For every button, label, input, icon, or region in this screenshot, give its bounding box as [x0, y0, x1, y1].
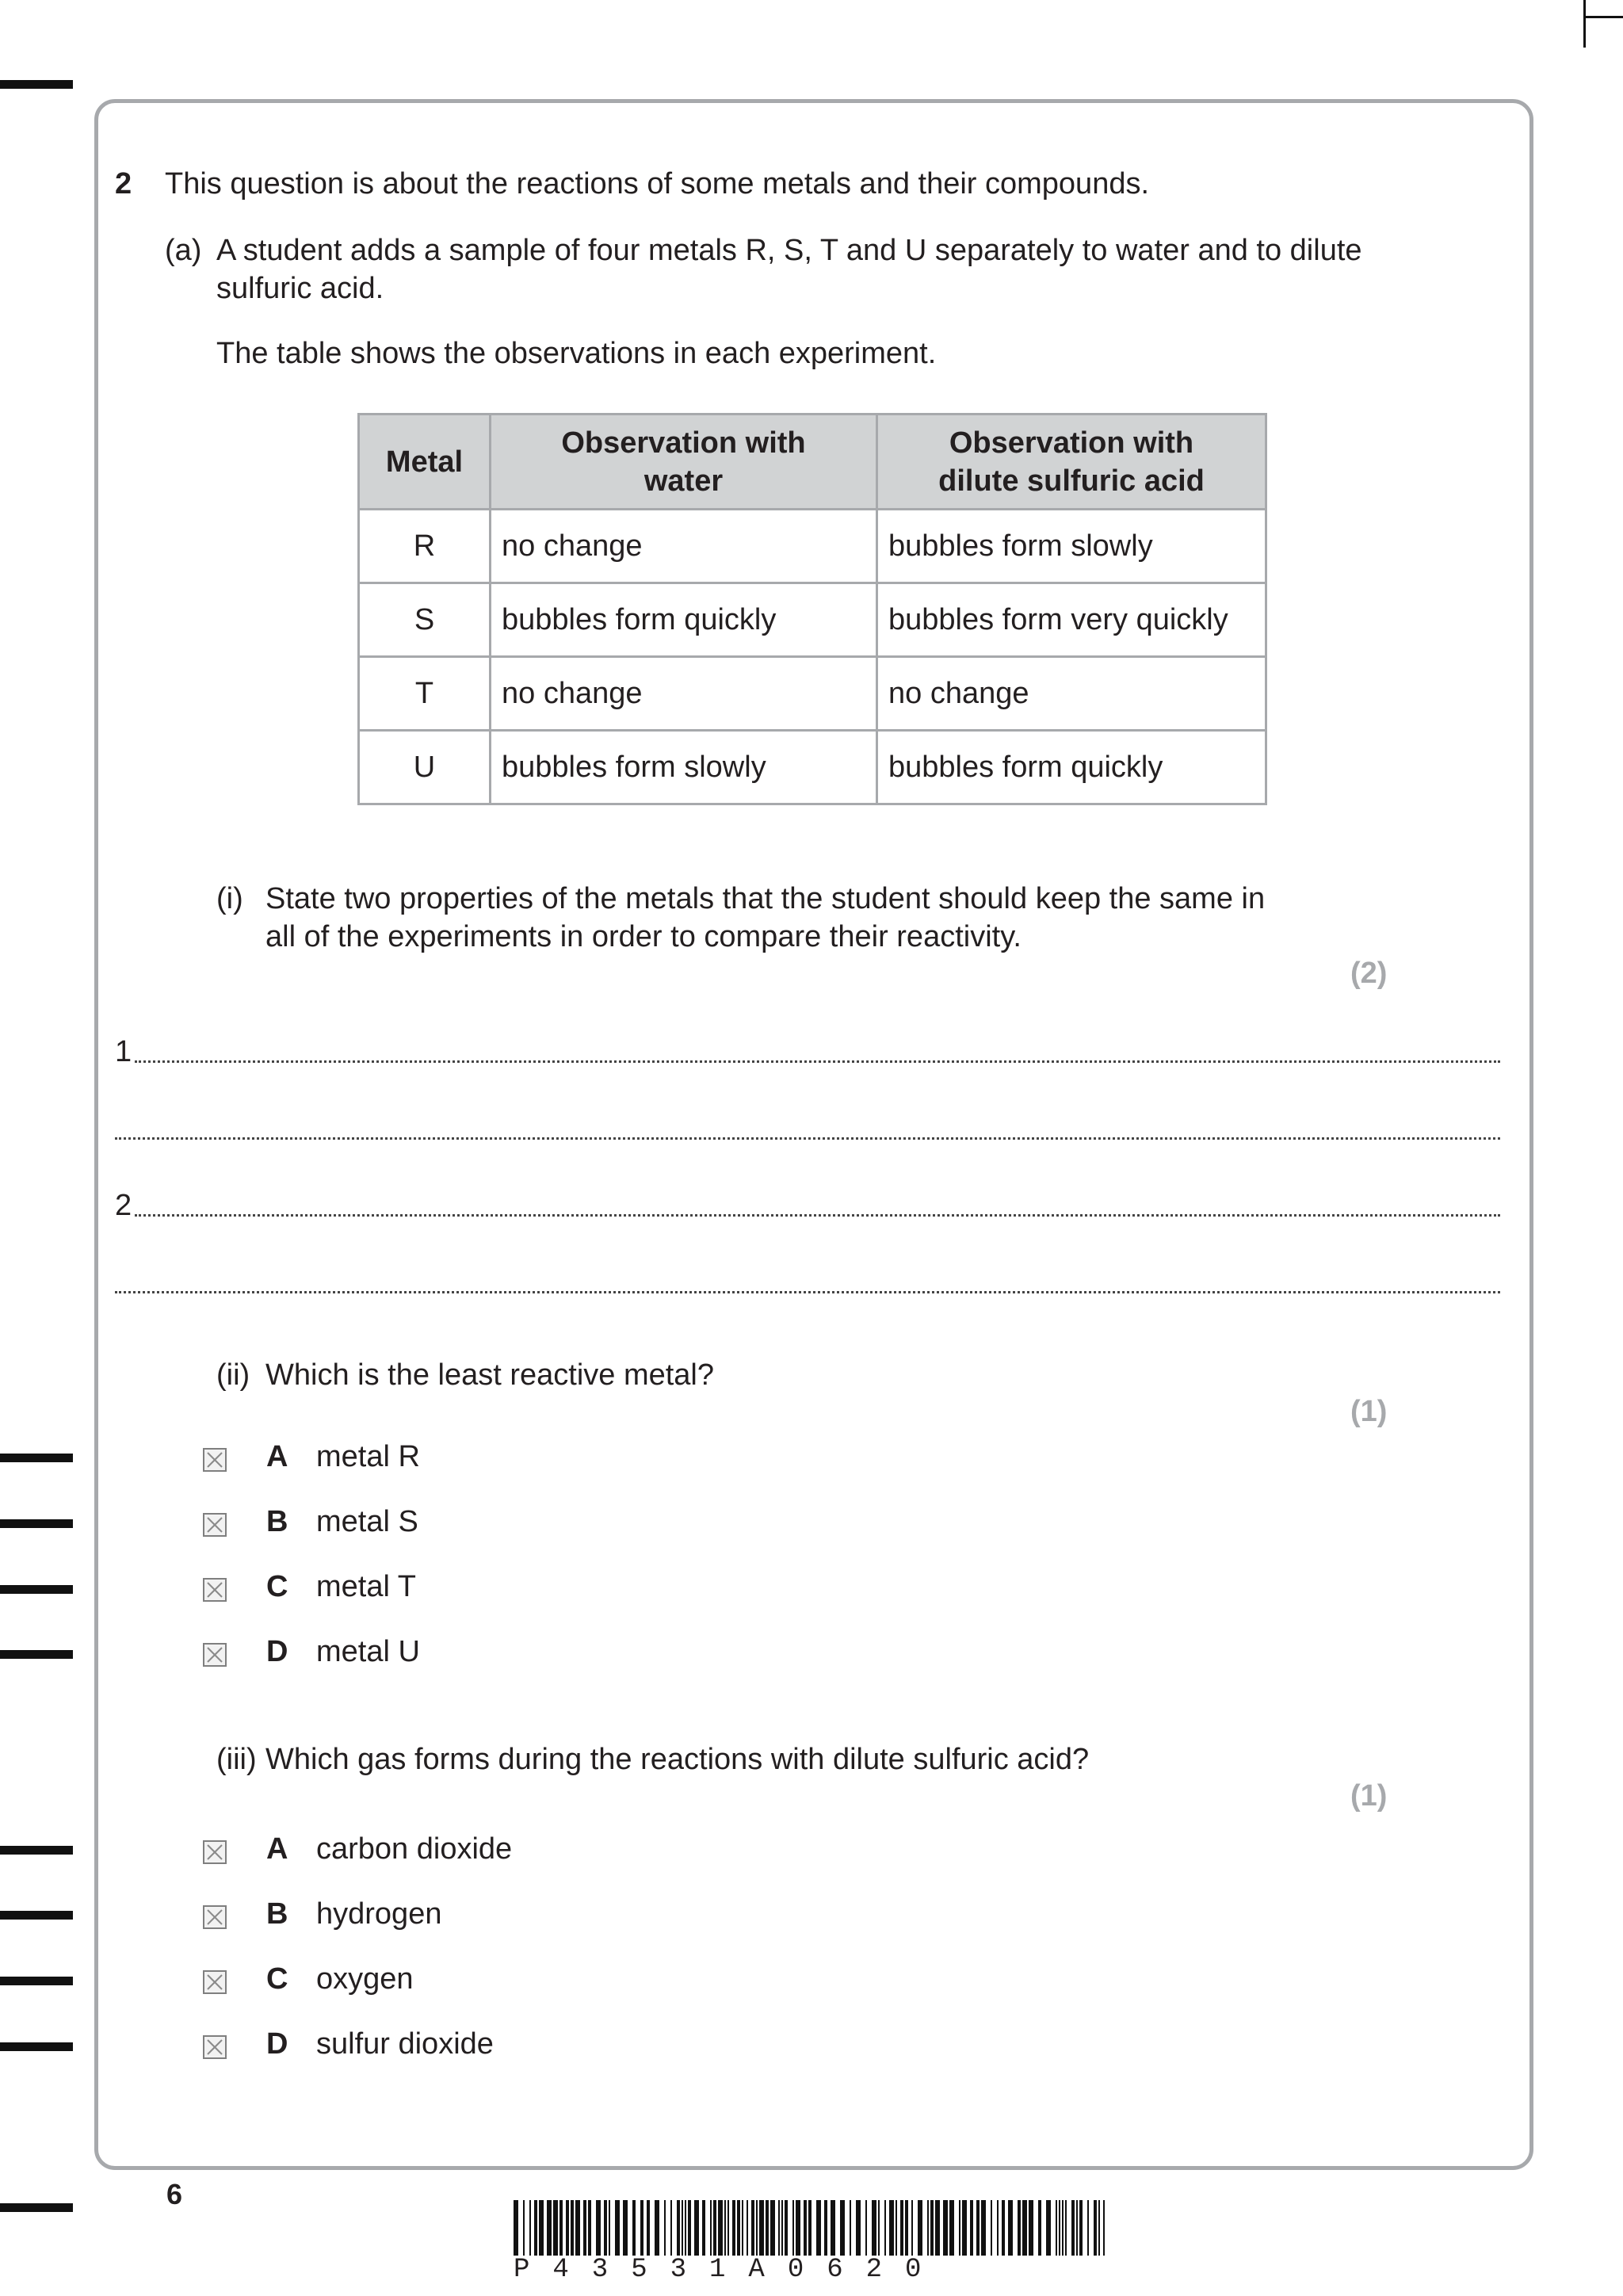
barcode-bar — [778, 2200, 780, 2256]
table-row — [359, 583, 1266, 657]
barcode-bar — [529, 2200, 531, 2256]
barcode-bar — [808, 2200, 812, 2256]
barcode-bar — [1065, 2200, 1067, 2256]
barcode-bar — [991, 2200, 992, 2256]
header-water: Observation with water — [491, 415, 877, 510]
margin-mark — [0, 1846, 73, 1855]
barcode-bar — [647, 2200, 650, 2256]
barcode-bar — [713, 2200, 716, 2256]
option-iii-d-text: sulfur dioxide — [316, 2027, 494, 2061]
barcode-bar — [588, 2200, 591, 2256]
table-row — [359, 510, 1266, 583]
barcode-bar — [1079, 2200, 1083, 2256]
barcode-bar — [905, 2200, 908, 2256]
part-ii-marks: (1) — [1350, 1395, 1388, 1428]
option-iii-c-checkbox[interactable] — [203, 1970, 227, 1994]
option-ii-b-checkbox[interactable] — [203, 1513, 227, 1537]
question-frame — [94, 99, 1533, 2170]
barcode-bar — [724, 2200, 726, 2256]
barcode-bar — [824, 2200, 827, 2256]
barcode-bar — [655, 2200, 659, 2256]
barcode-bar — [575, 2200, 580, 2256]
part-iii-marks: (1) — [1350, 1779, 1388, 1813]
barcode-bar — [1098, 2200, 1100, 2256]
part-i-line2: all of the experiments in order to compare their reactivity. — [265, 920, 1022, 953]
answer-line-2[interactable] — [135, 1214, 1500, 1217]
barcode-bar — [872, 2200, 876, 2256]
header-acid: Observation with dilute sulfuric acid — [877, 415, 1266, 510]
barcode-bar — [976, 2200, 980, 2256]
barcode-bar — [718, 2200, 723, 2256]
option-ii-d-checkbox[interactable] — [203, 1643, 227, 1667]
barcode-bar — [682, 2200, 683, 2256]
barcode-digits: P43531A0620 — [514, 2255, 945, 2285]
barcode-bar — [1002, 2200, 1005, 2256]
part-iii-text: Which gas forms during the reactions with dilute sulfuric acid? — [265, 1743, 1090, 1776]
option-ii-b-text: metal S — [316, 1505, 418, 1538]
barcode-bar — [742, 2200, 743, 2256]
barcode-bar — [962, 2200, 967, 2256]
barcode-bar — [710, 2200, 712, 2256]
cell-water: bubbles form quickly — [491, 583, 877, 657]
barcode-bar — [785, 2200, 788, 2256]
barcode-bar — [747, 2200, 748, 2256]
part-ii-text: Which is the least reactive metal? — [265, 1358, 715, 1392]
barcode-bar — [889, 2200, 894, 2256]
margin-mark — [0, 2203, 73, 2212]
barcode-bar — [571, 2200, 574, 2256]
part-i-line1: State two properties of the metals that the student should keep the same in — [265, 882, 1266, 915]
part-a-intro-line1: A student adds a sample of four metals R, S, T and U separately to water and to dilute — [216, 234, 1362, 267]
barcode-bar — [566, 2200, 569, 2256]
barcode-bar — [756, 2200, 758, 2256]
barcode-bar — [781, 2200, 783, 2256]
barcode-bar — [1056, 2200, 1057, 2256]
barcode-bar — [640, 2200, 643, 2256]
option-iii-b-text: hydrogen — [316, 1897, 442, 1931]
barcode-bar — [759, 2200, 764, 2256]
table-row — [359, 731, 1266, 804]
cell-metal: T — [359, 657, 491, 731]
margin-mark — [0, 2042, 73, 2051]
barcode-bar — [770, 2200, 775, 2256]
barcode-bar — [523, 2200, 525, 2256]
cell-water: bubbles form slowly — [491, 731, 877, 804]
answer-line-1[interactable] — [135, 1060, 1500, 1063]
barcode-bar — [878, 2200, 880, 2256]
barcode-bar — [911, 2200, 913, 2256]
page-number: 6 — [166, 2178, 183, 2210]
barcode-bar — [1087, 2200, 1089, 2256]
barcode-bar — [804, 2200, 807, 2256]
cell-acid: bubbles form quickly — [877, 731, 1266, 804]
margin-mark — [0, 1977, 73, 1985]
option-ii-b-letter: B — [266, 1505, 288, 1538]
answer-line-2b[interactable] — [115, 1291, 1500, 1293]
barcode-bar — [737, 2200, 740, 2256]
question-number: 2 — [115, 167, 132, 201]
barcode-bar — [1062, 2200, 1064, 2256]
barcode-bar — [539, 2200, 544, 2256]
barcode-bar — [816, 2200, 821, 2256]
barcode-bar — [831, 2200, 835, 2256]
table-header-row — [359, 415, 1266, 510]
barcode-bar — [604, 2200, 607, 2256]
barcode-bar — [727, 2200, 729, 2256]
barcode-bar — [1103, 2200, 1105, 2256]
barcode-bar — [856, 2200, 861, 2256]
table-intro: The table shows the observations in each experiment. — [216, 337, 937, 370]
barcode-bar — [997, 2200, 999, 2256]
barcode-bar — [949, 2200, 954, 2256]
option-ii-a-checkbox[interactable] — [203, 1448, 227, 1472]
option-iii-c-letter: C — [266, 1962, 288, 1996]
barcode-bar — [943, 2200, 948, 2256]
barcode-bar — [1076, 2200, 1078, 2256]
part-i-label: (i) — [216, 882, 243, 915]
barcode-bar — [900, 2200, 903, 2256]
barcode-bar — [615, 2200, 620, 2256]
barcode-bar — [553, 2200, 558, 2256]
barcode-bar — [583, 2200, 586, 2256]
barcode-bar — [935, 2200, 940, 2256]
part-ii-label: (ii) — [216, 1358, 250, 1392]
option-iii-a-text: carbon dioxide — [316, 1832, 513, 1866]
barcode-bar — [751, 2200, 754, 2256]
margin-mark — [0, 80, 73, 89]
margin-mark — [0, 1585, 73, 1594]
barcode-bar — [981, 2200, 986, 2256]
barcode-bar — [930, 2200, 934, 2256]
barcode-bar — [534, 2200, 537, 2256]
barcode-bar — [1018, 2200, 1021, 2256]
option-iii-b-checkbox[interactable] — [203, 1905, 227, 1929]
barcode-bar — [896, 2200, 897, 2256]
option-ii-d-letter: D — [266, 1635, 288, 1668]
corner-mark — [1586, 16, 1623, 18]
option-iii-a-letter: A — [266, 1832, 288, 1866]
answer-label-1: 1 — [115, 1035, 132, 1068]
cell-water: no change — [491, 510, 877, 583]
barcode-bar — [514, 2200, 518, 2256]
barcode-bar — [623, 2200, 628, 2256]
barcode-bar — [1029, 2200, 1033, 2256]
barcode-bar — [688, 2200, 691, 2256]
option-ii-a-letter: A — [266, 1440, 288, 1473]
barcode-bar — [547, 2200, 552, 2256]
barcode-bar — [850, 2200, 851, 2256]
barcode-bar — [766, 2200, 769, 2256]
barcode-bar — [1008, 2200, 1013, 2256]
cell-metal: U — [359, 731, 491, 804]
part-i-marks: (2) — [1350, 957, 1388, 990]
option-ii-c-text: metal T — [316, 1570, 417, 1603]
header-metal: Metal — [359, 415, 491, 510]
cell-water: no change — [491, 657, 877, 731]
part-a-intro-line2: sulfuric acid. — [216, 272, 384, 305]
barcode-bar — [918, 2200, 922, 2256]
barcode-bar — [1038, 2200, 1041, 2256]
barcode-bar — [632, 2200, 636, 2256]
barcode — [514, 2200, 1105, 2256]
table-row — [359, 657, 1266, 731]
margin-mark — [0, 1650, 73, 1659]
answer-line-1b[interactable] — [115, 1137, 1500, 1140]
cell-acid: no change — [877, 657, 1266, 731]
barcode-bar — [1094, 2200, 1097, 2256]
barcode-bar — [670, 2200, 672, 2256]
barcode-bar — [702, 2200, 705, 2256]
option-ii-a-text: metal R — [316, 1440, 420, 1473]
answer-label-2: 2 — [115, 1189, 132, 1222]
barcode-bar — [609, 2200, 610, 2256]
barcode-bar — [840, 2200, 845, 2256]
option-ii-d-text: metal U — [316, 1635, 420, 1668]
option-iii-d-letter: D — [266, 2027, 288, 2061]
question-stem: This question is about the reactions of some metals and their compounds. — [165, 167, 1150, 201]
part-iii-label: (iii) — [216, 1743, 257, 1776]
barcode-bar — [664, 2200, 666, 2256]
option-ii-c-checkbox[interactable] — [203, 1578, 227, 1602]
barcode-bar — [970, 2200, 973, 2256]
option-iii-a-checkbox[interactable] — [203, 1840, 227, 1864]
margin-mark — [0, 1519, 73, 1528]
barcode-bar — [796, 2200, 800, 2256]
cell-metal: S — [359, 583, 491, 657]
cell-acid: bubbles form slowly — [877, 510, 1266, 583]
option-iii-c-text: oxygen — [316, 1962, 414, 1996]
barcode-bar — [596, 2200, 601, 2256]
observations-table — [357, 413, 1267, 805]
option-iii-b-letter: B — [266, 1897, 288, 1931]
barcode-bar — [677, 2200, 680, 2256]
barcode-bar — [884, 2200, 886, 2256]
barcode-bar — [685, 2200, 686, 2256]
margin-mark — [0, 1454, 73, 1462]
barcode-bar — [865, 2200, 867, 2256]
corner-mark — [1583, 0, 1586, 48]
margin-mark — [0, 1911, 73, 1920]
barcode-bar — [1071, 2200, 1075, 2256]
barcode-bar — [959, 2200, 960, 2256]
barcode-bar — [1059, 2200, 1060, 2256]
option-iii-d-checkbox[interactable] — [203, 2035, 227, 2059]
barcode-bar — [1022, 2200, 1027, 2256]
option-ii-c-letter: C — [266, 1570, 288, 1603]
barcode-bar — [559, 2200, 563, 2256]
barcode-bar — [732, 2200, 735, 2256]
barcode-bar — [792, 2200, 794, 2256]
barcode-bar — [694, 2200, 699, 2256]
part-a-label: (a) — [165, 234, 202, 267]
cell-metal: R — [359, 510, 491, 583]
barcode-bar — [1046, 2200, 1051, 2256]
cell-acid: bubbles form very quickly — [877, 583, 1266, 657]
barcode-bar — [927, 2200, 929, 2256]
